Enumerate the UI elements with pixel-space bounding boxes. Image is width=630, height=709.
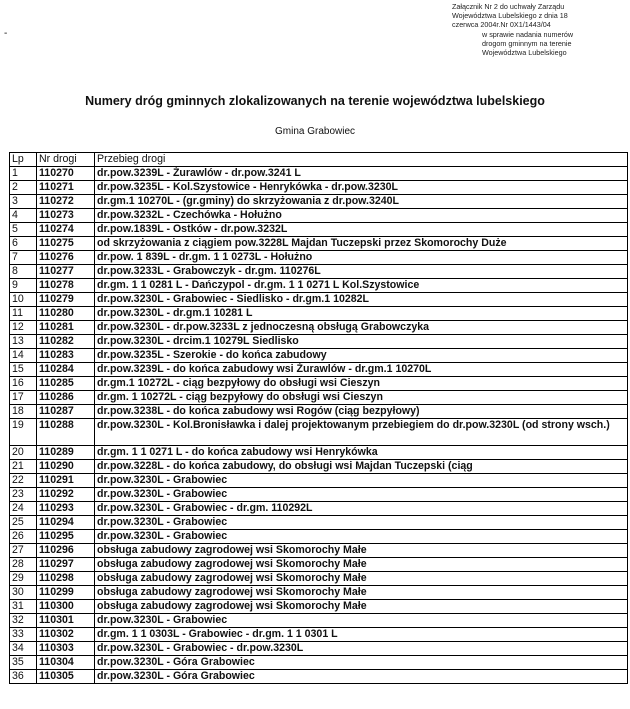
table-row <box>10 614 628 628</box>
cell-road-number: 110276 <box>37 251 95 265</box>
header-road-number: Nr drogi <box>37 153 95 167</box>
cell-road-number: 110274 <box>37 223 95 237</box>
cell-road-number: 110288 <box>37 419 95 446</box>
annex-line: Województwa Lubelskiego z dnia 18 <box>452 11 568 21</box>
cell-road-route: dr.pow.1839L - Ostków - dr.pow.3232L <box>95 223 628 237</box>
cell-road-number: 110277 <box>37 265 95 279</box>
table-row <box>10 642 628 656</box>
table-row <box>10 488 628 502</box>
cell-lp: 2 <box>10 181 37 195</box>
cell-road-route: dr.pow.3230L - Grabowiec <box>95 530 628 544</box>
cell-road-number: 110299 <box>37 586 95 600</box>
cell-road-number: 110272 <box>37 195 95 209</box>
cell-lp: 11 <box>10 307 37 321</box>
table-row <box>10 209 628 223</box>
table-row <box>10 446 628 460</box>
cell-road-route: dr.pow. 1 839L - dr.gm. 1 1 0273L - Hołużno <box>95 251 628 265</box>
cell-road-route: dr.pow.3230L - dr.gm.1 10281 L <box>95 307 628 321</box>
cell-road-route: dr.pow.3228L - do końca zabudowy, do obsługi wsi Majdan Tuczepski (ciąg <box>95 460 628 474</box>
cell-road-number: 110287 <box>37 405 95 419</box>
cell-road-number: 110294 <box>37 516 95 530</box>
cell-road-number: 110286 <box>37 391 95 405</box>
cell-road-number: 110278 <box>37 279 95 293</box>
cell-road-route: dr.pow.3239L - do końca zabudowy wsi Żurawlów - dr.gm.1 10270L <box>95 363 628 377</box>
cell-road-number: 110304 <box>37 656 95 670</box>
cell-lp: 35 <box>10 656 37 670</box>
cell-road-number: 110302 <box>37 628 95 642</box>
cell-road-route: dr.gm.1 10270L - (gr.gminy) do skrzyżowania z dr.pow.3240L <box>95 195 628 209</box>
cell-road-route: dr.pow.3230L - Grabowiec - Siedlisko - dr.gm.1 10282L <box>95 293 628 307</box>
table-row <box>10 474 628 488</box>
cell-road-route: dr.pow.3230L - dr.pow.3233L z jednoczesną obsługą Grabowczyka <box>95 321 628 335</box>
cell-road-route: dr.gm.1 10272L - ciąg bezpyłowy do obsługi wsi Cieszyn <box>95 377 628 391</box>
annex-line: czerwca 2004r.Nr 0X1/1443/04 <box>452 20 551 30</box>
document-subtitle: Gmina Grabowiec <box>274 126 356 137</box>
cell-lp: 3 <box>10 195 37 209</box>
corner-mark: - <box>4 28 8 39</box>
table-row <box>10 572 628 586</box>
table-row <box>10 460 628 474</box>
table-row <box>10 586 628 600</box>
cell-road-number: 110273 <box>37 209 95 223</box>
cell-lp: 15 <box>10 363 37 377</box>
cell-road-route: dr.pow.3230L - Grabowiec <box>95 488 628 502</box>
cell-road-route: dr.pow.3230L - Grabowiec <box>95 474 628 488</box>
cell-road-route: dr.pow.3239L - Żurawlów - dr.pow.3241 L <box>95 167 628 181</box>
cell-road-number: 110291 <box>37 474 95 488</box>
header-road-route: Przebieg drogi <box>95 153 628 167</box>
cell-lp: 10 <box>10 293 37 307</box>
cell-road-number: 110300 <box>37 600 95 614</box>
table-header-row <box>10 153 628 167</box>
cell-lp: 19 <box>10 419 37 446</box>
roads-table <box>9 152 628 684</box>
cell-road-route: dr.pow.3230L - Grabowiec <box>95 614 628 628</box>
cell-road-number: 110282 <box>37 335 95 349</box>
annex-note <box>452 2 630 57</box>
cell-road-route: dr.pow.3230L - drcim.1 10279L Siedlisko <box>95 335 628 349</box>
cell-road-number: 110271 <box>37 181 95 195</box>
cell-road-number: 110297 <box>37 558 95 572</box>
cell-road-route: od skrzyżowania z ciągiem pow.3228L Majdan Tuczepski przez Skomorochy Duże <box>95 237 628 251</box>
cell-road-route: obsługa zabudowy zagrodowej wsi Skomorochy Małe <box>95 572 628 586</box>
table-row <box>10 502 628 516</box>
table-row <box>10 321 628 335</box>
cell-lp: 4 <box>10 209 37 223</box>
cell-lp: 13 <box>10 335 37 349</box>
cell-lp: 27 <box>10 544 37 558</box>
cell-lp: 32 <box>10 614 37 628</box>
cell-road-number: 110289 <box>37 446 95 460</box>
cell-road-route: dr.pow.3230L - Góra Grabowiec <box>95 656 628 670</box>
cell-lp: 34 <box>10 642 37 656</box>
cell-road-number: 110279 <box>37 293 95 307</box>
cell-road-number: 110280 <box>37 307 95 321</box>
annex-line: w sprawie nadania numerów <box>482 29 574 39</box>
cell-road-number: 110293 <box>37 502 95 516</box>
cell-lp: 31 <box>10 600 37 614</box>
cell-road-route: obsługa zabudowy zagrodowej wsi Skomorochy Małe <box>95 544 628 558</box>
document-title: Numery dróg gminnych zlokalizowanych na terenie województwa lubelskiego <box>85 94 545 108</box>
cell-lp: 36 <box>10 670 37 684</box>
cell-road-number: 110305 <box>37 670 95 684</box>
cell-road-route: obsługa zabudowy zagrodowej wsi Skomorochy Małe <box>95 586 628 600</box>
cell-lp: 24 <box>10 502 37 516</box>
cell-lp: 12 <box>10 321 37 335</box>
cell-road-route: dr.gm. 1 1 0271 L - do końca zabudowy wsi Henrykówka <box>95 446 628 460</box>
cell-road-route: dr.pow.3230L - Grabowiec - dr.gm. 110292L <box>95 502 628 516</box>
cell-lp: 33 <box>10 628 37 642</box>
cell-road-route: dr.pow.3235L - Kol.Szystowice - Henrykówka - dr.pow.3230L <box>95 181 628 195</box>
table-row <box>10 656 628 670</box>
table-row <box>10 181 628 195</box>
cell-road-number: 110296 <box>37 544 95 558</box>
cell-road-number: 110275 <box>37 237 95 251</box>
table-row <box>10 223 628 237</box>
cell-road-number: 110303 <box>37 642 95 656</box>
table-row <box>10 349 628 363</box>
cell-road-number: 110298 <box>37 572 95 586</box>
table-row <box>10 265 628 279</box>
table-row <box>10 237 628 251</box>
cell-lp: 17 <box>10 391 37 405</box>
table-row <box>10 670 628 684</box>
cell-road-number: 110270 <box>37 167 95 181</box>
annex-line: Województwa Lubelskiego <box>482 48 567 58</box>
table-row <box>10 293 628 307</box>
cell-lp: 14 <box>10 349 37 363</box>
table-row <box>10 363 628 377</box>
cell-road-number: 110292 <box>37 488 95 502</box>
cell-road-route: obsługa zabudowy zagrodowej wsi Skomorochy Małe <box>95 558 628 572</box>
table-row <box>10 377 628 391</box>
table-row <box>10 279 628 293</box>
cell-lp: 28 <box>10 558 37 572</box>
cell-road-route: dr.pow.3235L - Szerokie - do końca zabudowy <box>95 349 628 363</box>
cell-road-number: 110283 <box>37 349 95 363</box>
cell-lp: 21 <box>10 460 37 474</box>
cell-road-number: 110284 <box>37 363 95 377</box>
table-row <box>10 516 628 530</box>
cell-lp: 6 <box>10 237 37 251</box>
cell-road-route: dr.pow.3230L - Góra Grabowiec <box>95 670 628 684</box>
table-row <box>10 530 628 544</box>
cell-lp: 22 <box>10 474 37 488</box>
cell-lp: 29 <box>10 572 37 586</box>
header-lp: Lp <box>10 153 37 167</box>
table-row <box>10 251 628 265</box>
cell-road-route: dr.pow.3230L - Grabowiec - dr.pow.3230L <box>95 642 628 656</box>
cell-road-number: 110301 <box>37 614 95 628</box>
cell-road-route: dr.gm. 1 1 0303L - Grabowiec - dr.gm. 1 1 0301 L <box>95 628 628 642</box>
annex-line: Załącznik Nr 2 do uchwały Zarządu <box>452 2 565 11</box>
cell-road-number: 110290 <box>37 460 95 474</box>
cell-road-route: dr.pow.3232L - Czechówka - Hołużno <box>95 209 628 223</box>
cell-lp: 30 <box>10 586 37 600</box>
cell-road-route: dr.pow.3233L - Grabowczyk - dr.gm. 110276L <box>95 265 628 279</box>
table-row <box>10 600 628 614</box>
cell-lp: 20 <box>10 446 37 460</box>
cell-lp: 26 <box>10 530 37 544</box>
table-row <box>10 544 628 558</box>
cell-lp: 16 <box>10 377 37 391</box>
cell-road-number: 110281 <box>37 321 95 335</box>
table-row <box>10 195 628 209</box>
cell-road-number: 110295 <box>37 530 95 544</box>
cell-road-route: dr.pow.3238L - do końca zabudowy wsi Rogów (ciąg bezpyłowy) <box>95 405 628 419</box>
table-row <box>10 419 628 446</box>
cell-road-route: dr.pow.3230L - Grabowiec <box>95 516 628 530</box>
table-row <box>10 391 628 405</box>
cell-lp: 9 <box>10 279 37 293</box>
table-row <box>10 405 628 419</box>
cell-lp: 7 <box>10 251 37 265</box>
cell-lp: 1 <box>10 167 37 181</box>
cell-road-route: dr.gm. 1 10272L - ciąg bezpyłowy do obsługi wsi Cieszyn <box>95 391 628 405</box>
table-row <box>10 335 628 349</box>
table-row <box>10 558 628 572</box>
cell-lp: 5 <box>10 223 37 237</box>
cell-lp: 18 <box>10 405 37 419</box>
cell-road-route: obsługa zabudowy zagrodowej wsi Skomorochy Małe <box>95 600 628 614</box>
table-row <box>10 167 628 181</box>
annex-line: drogom gminnym na terenie <box>482 38 572 48</box>
table-row <box>10 307 628 321</box>
table-row <box>10 628 628 642</box>
cell-lp: 23 <box>10 488 37 502</box>
cell-road-route: dr.pow.3230L - Kol.Bronisławka i dalej projektowanym przebiegiem do dr.pow.3230L (od strony wsch.) <box>95 419 628 446</box>
cell-lp: 8 <box>10 265 37 279</box>
cell-road-route: dr.gm. 1 1 0281 L - Dańczypol - dr.gm. 1 1 0271 L Kol.Szystowice <box>95 279 628 293</box>
cell-road-number: 110285 <box>37 377 95 391</box>
cell-lp: 25 <box>10 516 37 530</box>
